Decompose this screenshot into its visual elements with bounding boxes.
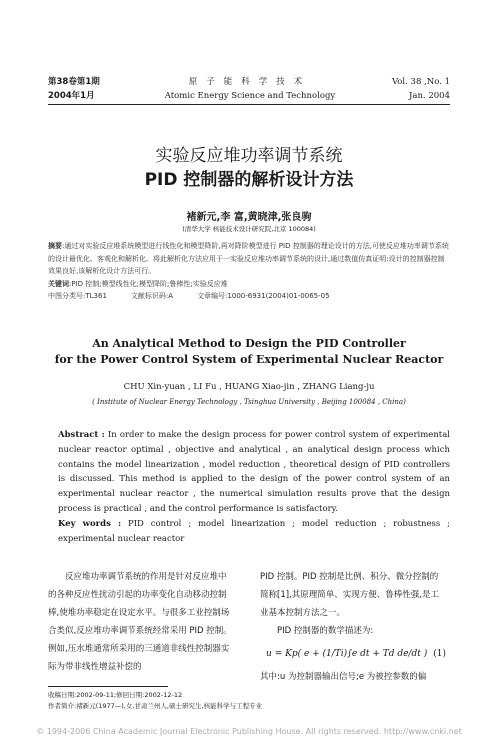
header-rule	[48, 104, 450, 105]
formula-number: (1)	[433, 649, 446, 659]
author-bio: 作者简介:褚新元(1977—),女,甘肃兰州人,硕士研究生,核能科学与工程专业	[48, 702, 263, 710]
pid-formula-intro: PID 控制器的数学描述为:	[277, 626, 374, 636]
journal-name-en: Atomic Energy Science and Technology	[164, 91, 336, 101]
keywords-cn: :PID 控制;模型线性化;模型降阶;鲁棒性;实验反应堆	[69, 279, 228, 288]
abstract-cn	[48, 240, 450, 303]
journal-name	[160, 75, 340, 103]
body-left-column	[48, 568, 234, 676]
abstract-cn-text: :通过对实验反应堆系统模型进行线性化和模型降阶,再对降阶模型进行 PID 控制器的理论设计的方法,可使反应堆功率调节系统的设计最优化、客观化和解析化。将此解析化方法应用于一实验反应堆功率调节系统的设计,通过数值仿真证明:设计的控制器控制效果良好,该解析化设计方法可行。	[48, 242, 449, 276]
clc-number: 中图分类号:TL361	[48, 292, 107, 301]
date-cn: 2004年1月	[48, 91, 95, 101]
title-en-line1: An Analytical Method to Design the PID Controller	[92, 337, 406, 350]
journal-volume-en	[392, 75, 450, 103]
volume-issue-cn: 第38卷第1期	[48, 77, 100, 87]
journal-volume-issue	[48, 75, 100, 103]
copyright-footer: © 1994-2006 China Academic Journal Electronic Publishing House. All rights reserved. http://www.cnki.net	[36, 727, 462, 736]
abstract-en	[58, 428, 450, 546]
authors-en: CHU Xin-yuan , LI Fu , HUANG Xiao-jin , ZHANG Liang-ju	[123, 382, 375, 392]
pid-formula	[260, 640, 446, 668]
intro-paragraph: 反应堆功率调节系统的作用是针对反应堆中的各种反应性扰动引起的功率变化自动移动控制棒,使堆功率稳定在设定水平。与很多工业控制场合类似,反应堆功率调节系统经常采用 PID 控制。例如,压水堆通常所采用的三通道非线性控制器实际为带非线性增益补偿的	[48, 572, 232, 672]
abstract-cn-label: 摘要	[48, 242, 62, 250]
journal-name-cn: 原子能科学技术	[188, 77, 312, 87]
authors-cn: 褚新元,李 富,黄晓津,张良驹	[186, 212, 312, 223]
volume-issue-en: Vol. 38 ,No. 1	[391, 77, 450, 87]
abstract-en-text: In order to make the design process for power control system of experimental nuclear reactor optimal , objective and analytical , an analytical design process which contains the model linearization , model reduction , theoretical design of PID controllers is discussed. This method is applied to the design of the power control system of an experimental nuclear reactor , the numerical simulation results prove that the design process is practical , and the control performance is satisfactory.	[58, 430, 450, 514]
received-date: 收稿日期:2002-09-11;修回日期:2002-12-12	[48, 691, 183, 699]
title-en	[0, 336, 498, 368]
title-en-line2: for the Power Control System of Experimental Nuclear Reactor	[54, 353, 444, 366]
title-cn	[0, 144, 498, 192]
formula-explanation: 其中:u 为控制器输出信号;e 为被控参数的偏	[260, 672, 427, 682]
abstract-en-label: Abstract :	[58, 430, 105, 440]
article-number: 文章编号:1000-6931(2004)01-0065-05	[197, 292, 330, 301]
footnote	[48, 690, 450, 712]
pid-formula-expression: u = Kp( e + (1/Ti)∫e dt + Td de/dt )	[266, 649, 428, 659]
footnote-rule	[48, 686, 168, 687]
document-code: 文献标识码:A	[130, 292, 174, 301]
pid-paragraph: PID 控制。PID 控制是比例、积分、微分控制的简称[1],其原理简单、实现方便、鲁棒性强,是工业基本控制方法之一。	[260, 572, 439, 618]
date-en: Jan. 2004	[409, 91, 450, 101]
keywords-cn-label: 关键词	[48, 279, 69, 288]
title-cn-line2: PID 控制器的解析设计方法	[144, 170, 354, 190]
affiliation-en: ( Institute of Nuclear Energy Technology , Tsinghua University , Beijing 100084 , China)	[92, 398, 406, 406]
title-cn-line1: 实验反应堆功率调节系统	[155, 146, 343, 166]
keywords-en-label: Key words :	[58, 518, 122, 529]
keywords-en: PID control ; model linearization ; model reduction ; robustness ; experimental nuclear reactor	[58, 518, 450, 544]
body-right-column	[260, 568, 446, 686]
affiliation-cn: (清华大学 核能技术设计研究院,北京 100084)	[182, 225, 316, 233]
